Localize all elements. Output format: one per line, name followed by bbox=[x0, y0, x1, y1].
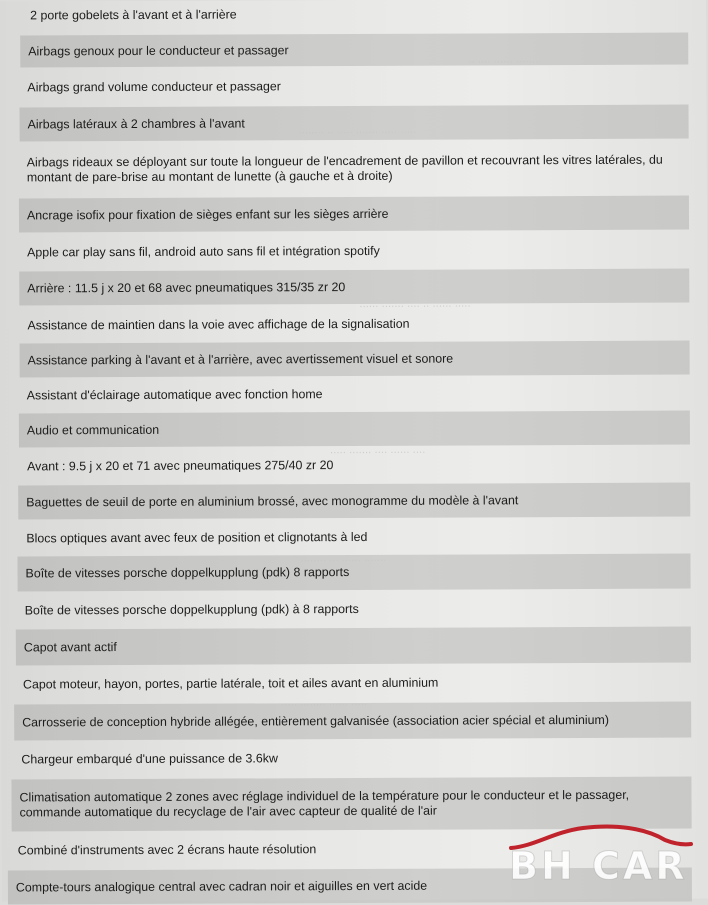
list-item bbox=[17, 554, 690, 592]
list-item bbox=[18, 519, 690, 556]
item-text: Assistance de maintien dans la voie avec affichage de la signalisation bbox=[27, 316, 410, 332]
item-text: Assistance parking à l'avant et à l'arrière, avec avertissement visuel et sonore bbox=[27, 351, 454, 367]
item-text: Capot avant actif bbox=[23, 639, 117, 654]
item-text: Airbags grand volume conducteur et passager bbox=[27, 78, 281, 94]
list-item bbox=[14, 702, 691, 741]
item-text: Audio et communication bbox=[26, 422, 160, 437]
show-through-text: ····· ······· ···· ······ ···· bbox=[329, 447, 426, 460]
list-item bbox=[17, 591, 691, 628]
item-text: Combiné d'instruments avec 2 écrans haute résolution bbox=[17, 841, 317, 857]
item-text: Boîte de vitesses porsche doppelkupplung (pdk) à 8 rapports bbox=[24, 601, 359, 617]
item-text: Baguettes de seuil de porte en aluminium brossé, avec monogramme du modèle à l'avant bbox=[26, 492, 519, 509]
item-text: Airbags genoux pour le conducteur et passager bbox=[28, 42, 289, 58]
watermark-logo bbox=[505, 818, 695, 890]
item-text: Boîte de vitesses porsche doppelkupplung (pdk) 8 rapports bbox=[25, 565, 350, 581]
list-item bbox=[18, 483, 690, 520]
list-item bbox=[20, 341, 690, 378]
show-through-text: ······ ······· ···· ·· ······ ····· bbox=[359, 301, 471, 313]
item-text: Capot moteur, hayon, portes, partie latérale, toit et ailes avant en aluminium bbox=[22, 675, 439, 691]
list-item bbox=[19, 377, 690, 412]
item-text: Apple car play sans fil, android auto sans fil et intégration spotify bbox=[27, 243, 380, 259]
list-item bbox=[19, 69, 688, 104]
list-item bbox=[19, 233, 689, 270]
list-item bbox=[20, 33, 688, 68]
list-item bbox=[19, 447, 690, 484]
list-item bbox=[16, 627, 691, 666]
item-text: Carrosserie de conception hybride allégée, entièrement galvanisée (association acier spécial et aluminium) bbox=[22, 712, 610, 729]
item-text: Assistant d'éclairage automatique avec fonction home bbox=[26, 386, 323, 402]
item-text: Chargeur embarqué d'une puissance de 3.6kw bbox=[21, 750, 278, 766]
list-item bbox=[22, 3, 688, 26]
list-item bbox=[13, 740, 691, 777]
item-text: Airbags rideaux se déployant sur toute la longueur de l'encadrement de pavillon et recouvrant les vitres latérales, du montant de pare-brise au montant de lunette (à gauche et à droite) bbox=[26, 152, 663, 185]
list-item bbox=[19, 196, 689, 233]
item-text: Arrière : 11.5 j x 20 et 68 avec pneumatiques 315/35 zr 20 bbox=[27, 279, 346, 295]
list-item bbox=[19, 269, 689, 306]
item-text: Avant : 9.5 j x 20 et 71 avec pneumatiques 275/40 zr 20 bbox=[27, 457, 334, 473]
list-item bbox=[15, 665, 691, 702]
item-text: Climatisation automatique 2 zones avec réglage individuel de la température pour le conducteur et le passager, commande automatique du recyclage de l'air avec capteur de qualité de l'air bbox=[19, 787, 630, 820]
item-text: 2 porte gobelets à l'avant et à l'arrière bbox=[30, 7, 237, 22]
list-item bbox=[19, 306, 689, 343]
watermark-brand-text: BH CAR bbox=[509, 844, 688, 888]
list-item bbox=[19, 411, 690, 448]
list-item bbox=[19, 143, 689, 196]
item-text: Blocs optiques avant avec feux de position et clignotants à led bbox=[26, 529, 368, 545]
item-text: Compte-tours analogique central avec cadran noir et aiguilles en vert acide bbox=[15, 878, 428, 894]
item-text: Airbags latéraux à 2 chambres à l'avant bbox=[27, 115, 245, 131]
list-item bbox=[20, 105, 689, 142]
item-text: Ancrage isofix pour fixation de sièges enfant sur les sièges arrière bbox=[26, 206, 389, 222]
